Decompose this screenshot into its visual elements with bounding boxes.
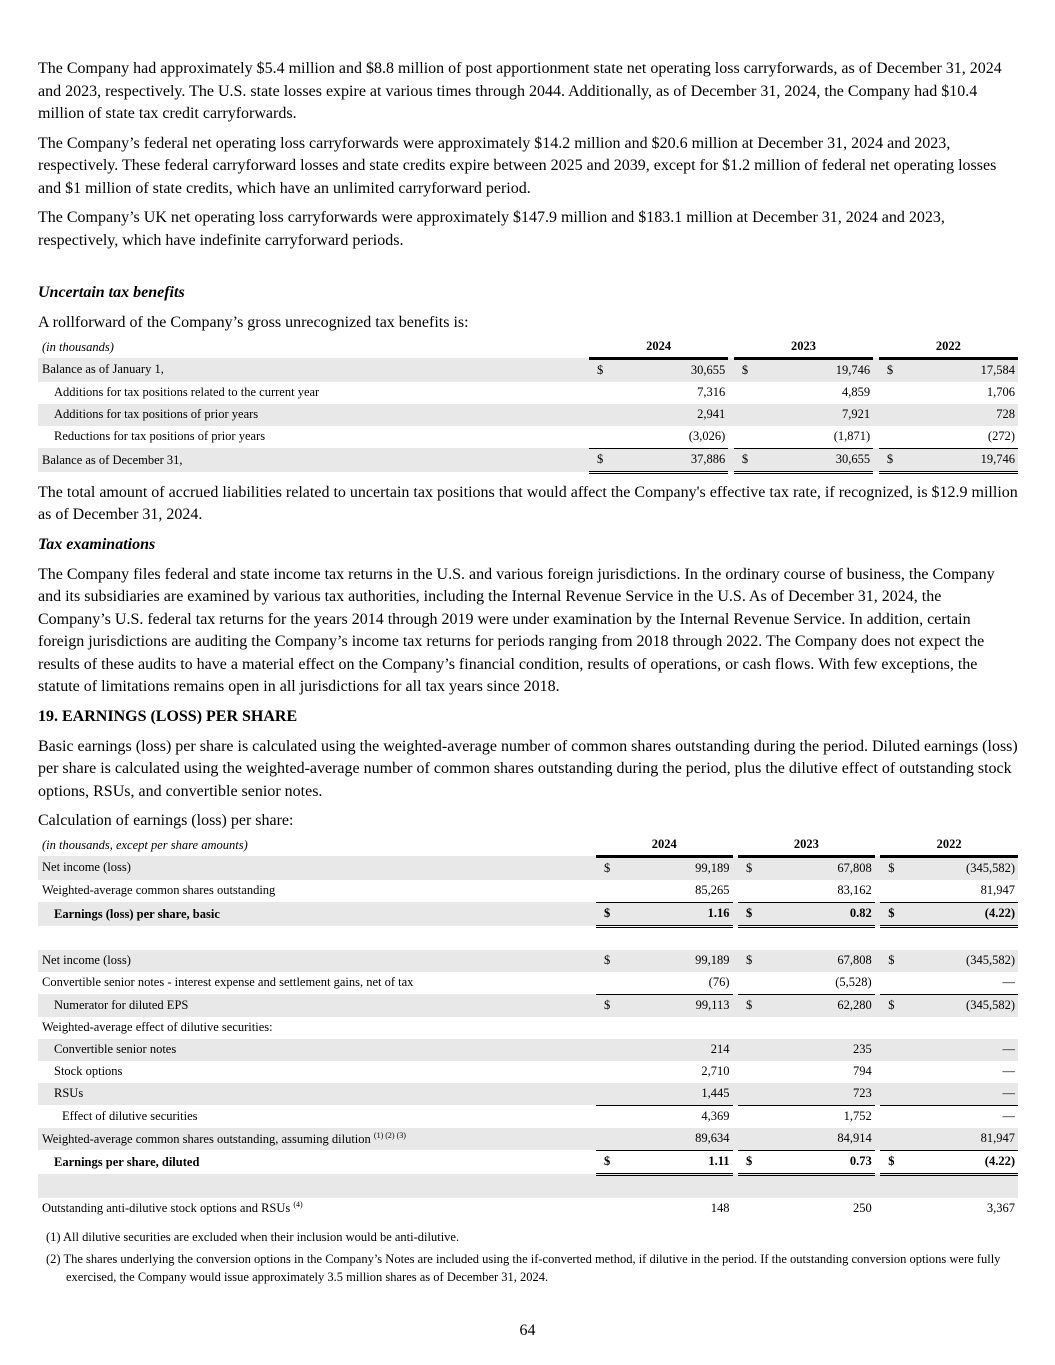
value-cell xyxy=(914,1174,1018,1198)
row-label-text: Weighted-average common shares outstanding, assuming dilution xyxy=(42,1131,371,1146)
units-label: (in thousands, except per share amounts) xyxy=(42,837,248,852)
table-row xyxy=(38,426,1018,449)
value-cell: 1.16 xyxy=(630,902,732,926)
currency-symbol xyxy=(738,926,772,950)
row-label xyxy=(38,1039,596,1061)
currency-symbol xyxy=(596,1061,630,1083)
currency-symbol: $ xyxy=(880,902,914,926)
row-label-text: Additions for tax positions related to the current year xyxy=(54,385,320,399)
currency-symbol xyxy=(596,1198,630,1220)
value-cell: 30,655 xyxy=(624,358,728,382)
currency-symbol: $ xyxy=(880,994,914,1017)
footnote-1: (1) All dilutive securities are excluded when their inclusion would be anti-dilutive. xyxy=(46,1229,460,1244)
row-label-text: Balance as of December 31, xyxy=(42,452,183,467)
row-label xyxy=(38,950,596,972)
value-cell: — xyxy=(914,1039,1018,1061)
currency-symbol xyxy=(596,1039,630,1061)
value-cell: (345,582) xyxy=(914,950,1018,972)
currency-symbol: $ xyxy=(738,950,772,972)
value-cell: 235 xyxy=(772,1039,874,1061)
table-row xyxy=(38,448,1018,472)
currency-symbol xyxy=(596,1105,630,1128)
row-label xyxy=(38,1083,596,1106)
value-cell: 83,162 xyxy=(772,880,874,903)
value-cell: — xyxy=(1002,1109,1015,1123)
row-label-text: Net income (loss) xyxy=(42,953,131,967)
table-row xyxy=(38,972,1018,995)
row-label xyxy=(38,358,589,382)
heading-tax-examinations: Tax examinations xyxy=(38,535,156,553)
row-label-text: Numerator for diluted EPS xyxy=(54,997,189,1012)
value-cell: (76) xyxy=(630,972,732,995)
value-cell: 2,941 xyxy=(624,404,728,426)
table-row xyxy=(38,856,1018,880)
utb-table xyxy=(38,337,1018,474)
currency-symbol: $ xyxy=(589,358,624,382)
eps-intro: Calculation of earnings (loss) per share: xyxy=(38,812,294,829)
row-label-text: Weighted-average effect of dilutive securities: xyxy=(42,1020,273,1034)
heading-eps: 19. EARNINGS (LOSS) PER SHARE xyxy=(38,707,298,725)
currency-symbol xyxy=(596,1128,630,1151)
row-label xyxy=(38,382,589,404)
value-cell: 1,445 xyxy=(630,1083,732,1106)
currency-symbol xyxy=(596,972,630,995)
currency-symbol xyxy=(879,404,914,426)
currency-symbol xyxy=(879,382,914,404)
currency-symbol xyxy=(596,926,630,950)
value-cell: 81,947 xyxy=(914,1128,1018,1151)
currency-symbol xyxy=(880,1198,914,1220)
value-cell: 1.11 xyxy=(630,1150,732,1174)
currency-symbol: $ xyxy=(879,448,914,472)
table-row xyxy=(38,1150,1018,1174)
table-row xyxy=(38,1039,1018,1061)
row-label-text: Balance as of January 1, xyxy=(42,362,164,377)
value-cell: 1,752 xyxy=(843,1109,872,1123)
value-cell: 99,113 xyxy=(630,994,732,1017)
currency-symbol: $ xyxy=(738,902,772,926)
table-row xyxy=(38,1061,1018,1083)
row-label xyxy=(38,1174,596,1198)
value-cell: 2,710 xyxy=(701,1064,730,1078)
value-cell xyxy=(772,926,874,950)
row-label xyxy=(38,926,596,950)
row-label xyxy=(38,1128,596,1151)
table-row xyxy=(38,880,1018,903)
row-label-text: Effect of dilutive securities xyxy=(62,1108,198,1123)
table-row xyxy=(38,1105,1018,1128)
eps-text: Basic earnings (loss) per share is calculated using the weighted-average number of common shares outstanding during the period. Diluted earnings (loss) per share is calculated using the weighted-average number of common shares outstanding during the period, plus the dilutive effect of outstanding stock options, RSUs, and convertible senior notes. xyxy=(38,737,1018,800)
currency-symbol xyxy=(738,880,772,903)
row-label-text: Additions for tax positions of prior years xyxy=(54,407,259,421)
value-cell: — xyxy=(914,972,1018,995)
currency-symbol xyxy=(880,880,914,903)
row-label-text: Earnings per share, diluted xyxy=(54,1154,200,1169)
value-cell: 0.82 xyxy=(772,902,874,926)
currency-symbol xyxy=(596,1083,630,1106)
value-cell: 99,189 xyxy=(630,950,732,972)
row-label xyxy=(38,1017,596,1039)
tax-exam-text: The Company files federal and state income tax returns in the U.S. and various foreign jurisdictions. In the ordinary course of business, the Company and its subsidiaries are examined by various tax authorities, including the Internal Revenue Service in the U.S. As of December 31, 2024, the Company’s U.S. federal tax returns for the years 2014 through 2019 were under examination by the Internal Revenue Service. In addition, certain foreign jurisdictions are auditing the Company’s income tax returns for periods ranging from 2018 through 2022. The Company does not expect the results of these audits to have a material effect on the Company’s financial condition, results of operations, or cash flows. With few exceptions, the statute of limitations remains open in all jurisdictions for all tax years since 2018. xyxy=(38,565,995,695)
row-label xyxy=(38,972,596,995)
table-row xyxy=(38,950,1018,972)
currency-symbol xyxy=(880,1061,914,1083)
currency-symbol xyxy=(738,1083,772,1106)
value-cell: (345,582) xyxy=(914,856,1018,880)
value-cell: (345,582) xyxy=(914,994,1018,1017)
value-cell: 250 xyxy=(852,1201,872,1215)
row-label-text: Convertible senior notes - interest expense and settlement gains, net of tax xyxy=(42,975,414,990)
value-cell: (3,026) xyxy=(624,426,728,449)
currency-symbol xyxy=(880,972,914,995)
value-cell: 67,808 xyxy=(772,950,874,972)
value-cell: 723 xyxy=(772,1083,874,1106)
page-number: 64 xyxy=(519,1322,536,1339)
table-header-row xyxy=(38,835,1018,857)
value-cell: 67,808 xyxy=(772,856,874,880)
currency-symbol xyxy=(880,1017,914,1039)
value-cell: 214 xyxy=(630,1039,732,1061)
value-cell: — xyxy=(914,1083,1018,1106)
value-cell: 7,921 xyxy=(769,404,873,426)
currency-symbol xyxy=(734,382,769,404)
currency-symbol: $ xyxy=(880,950,914,972)
currency-symbol xyxy=(880,1039,914,1061)
year-header: 2024 xyxy=(589,337,728,359)
currency-symbol xyxy=(738,1105,772,1128)
currency-symbol xyxy=(589,404,624,426)
table-row xyxy=(38,1128,1018,1151)
value-cell: 4,369 xyxy=(701,1109,730,1123)
currency-symbol xyxy=(734,404,769,426)
footnote-ref: (4) xyxy=(293,1200,303,1210)
currency-symbol xyxy=(734,426,769,449)
paragraph-uk-nol: The Company’s UK net operating loss carryforwards were approximately $147.9 million and $183.1 million at December 31, 2024 and 2023, respectively, which have indefinite carryforward periods. xyxy=(38,209,945,249)
value-cell: 0.73 xyxy=(772,1150,874,1174)
currency-symbol xyxy=(880,1105,914,1128)
currency-symbol xyxy=(596,1174,630,1198)
currency-symbol: $ xyxy=(596,1150,630,1174)
units-label: (in thousands) xyxy=(42,339,114,354)
value-cell xyxy=(772,1017,874,1039)
row-label-text: Earnings (loss) per share, basic xyxy=(54,906,220,921)
footnote-2: (2) The shares underlying the conversion options in the Company’s Notes are included using the if-converted method, if dilutive in the period. If the outstanding conversion options were fully exercised, the Company would issue approximately 3.5 million shares as of December 31, 2024. xyxy=(46,1251,1001,1284)
value-cell: 62,280 xyxy=(772,994,874,1017)
year-header: 2024 xyxy=(596,835,733,857)
currency-symbol: $ xyxy=(738,856,772,880)
currency-symbol xyxy=(596,1017,630,1039)
currency-symbol xyxy=(880,1083,914,1106)
table-row xyxy=(38,994,1018,1017)
year-header: 2023 xyxy=(734,337,873,359)
value-cell xyxy=(914,926,1018,950)
row-label xyxy=(38,994,596,1017)
value-cell: 19,746 xyxy=(769,358,873,382)
currency-symbol: $ xyxy=(738,1150,772,1174)
row-label xyxy=(38,1105,596,1128)
table-row xyxy=(38,1174,1018,1198)
value-cell: 85,265 xyxy=(630,880,732,903)
value-cell xyxy=(914,1017,1018,1039)
currency-symbol: $ xyxy=(589,448,624,472)
value-cell: 148 xyxy=(710,1201,730,1215)
utb-intro: A rollforward of the Company’s gross unrecognized tax benefits is: xyxy=(38,314,469,331)
value-cell: 81,947 xyxy=(914,880,1018,903)
heading-uncertain-tax-benefits: Uncertain tax benefits xyxy=(38,284,185,301)
table-row xyxy=(38,1198,1018,1220)
value-cell: 84,914 xyxy=(772,1128,874,1151)
value-cell: (272) xyxy=(914,426,1018,449)
row-label xyxy=(38,880,596,903)
value-cell xyxy=(630,926,732,950)
value-cell xyxy=(630,1174,732,1198)
row-label-text: Outstanding anti-dilutive stock options and RSUs xyxy=(42,1201,291,1216)
currency-symbol xyxy=(738,1017,772,1039)
table-row xyxy=(38,926,1018,950)
currency-symbol xyxy=(738,1061,772,1083)
currency-symbol xyxy=(738,972,772,995)
row-label xyxy=(38,404,589,426)
value-cell: 99,189 xyxy=(630,856,732,880)
currency-symbol: $ xyxy=(734,448,769,472)
row-label-text: Reductions for tax positions of prior years xyxy=(54,429,266,444)
currency-symbol: $ xyxy=(596,994,630,1017)
table-row xyxy=(38,1017,1018,1039)
value-cell: (1,871) xyxy=(769,426,873,449)
value-cell: 89,634 xyxy=(630,1128,732,1151)
currency-symbol xyxy=(738,1039,772,1061)
table-header-row xyxy=(38,337,1018,359)
currency-symbol xyxy=(589,426,624,449)
currency-symbol: $ xyxy=(734,358,769,382)
row-label xyxy=(38,1198,596,1220)
page-content xyxy=(38,58,1018,1290)
currency-symbol xyxy=(880,1128,914,1151)
table-row xyxy=(38,1083,1018,1106)
currency-symbol: $ xyxy=(596,950,630,972)
currency-symbol xyxy=(738,1128,772,1151)
value-cell: 3,367 xyxy=(986,1201,1015,1215)
value-cell: (5,528) xyxy=(772,972,874,995)
currency-symbol: $ xyxy=(879,358,914,382)
row-label-text: Stock options xyxy=(54,1064,123,1078)
value-cell xyxy=(772,1174,874,1198)
row-label xyxy=(38,856,596,880)
table-row xyxy=(38,404,1018,426)
value-cell xyxy=(630,1017,732,1039)
currency-symbol xyxy=(738,1198,772,1220)
currency-symbol: $ xyxy=(738,994,772,1017)
value-cell: 4,859 xyxy=(842,385,871,399)
row-label xyxy=(38,1061,596,1083)
currency-symbol xyxy=(596,880,630,903)
row-label xyxy=(38,448,589,472)
row-label-text: RSUs xyxy=(54,1086,84,1101)
value-cell: (4.22) xyxy=(914,902,1018,926)
table-row xyxy=(38,358,1018,382)
footnote-ref: (1) (2) (3) xyxy=(373,1130,406,1140)
row-label-text: Net income (loss) xyxy=(42,860,131,875)
value-cell: 37,886 xyxy=(624,448,728,472)
row-label-text: Convertible senior notes xyxy=(54,1042,177,1056)
currency-symbol xyxy=(589,382,624,404)
currency-symbol: $ xyxy=(596,856,630,880)
currency-symbol xyxy=(879,426,914,449)
row-label xyxy=(38,902,596,926)
currency-symbol xyxy=(880,1174,914,1198)
currency-symbol xyxy=(880,926,914,950)
value-cell: 19,746 xyxy=(914,448,1018,472)
paragraph-state-nol: The Company had approximately $5.4 million and $8.8 million of post apportionment state net operating loss carryforwards, as of December 31, 2024 and 2023, respectively. The U.S. state losses expire at various times through 2044. Additionally, as of December 31, 2024, the Company had $10.4 million of state tax credit carryforwards. xyxy=(38,60,1002,122)
currency-symbol: $ xyxy=(880,1150,914,1174)
value-cell: 17,584 xyxy=(914,358,1018,382)
table-row xyxy=(38,902,1018,926)
row-label-text: Weighted-average common shares outstanding xyxy=(42,883,276,898)
paragraph-federal-nol: The Company’s federal net operating loss carryforwards were approximately $14.2 million and $20.6 million at December 31, 2024 and 2023, respectively. These federal carryforward losses and state credits expire between 2025 and 2039, except for $1.2 million of federal net operating losses and $1 million of state credits, which have an unlimited carryforward period. xyxy=(38,134,997,197)
value-cell: 728 xyxy=(914,404,1018,426)
eps-table xyxy=(38,835,1018,1220)
year-header: 2022 xyxy=(880,835,1018,857)
row-label xyxy=(38,1150,596,1174)
value-cell: 794 xyxy=(852,1064,872,1078)
currency-symbol: $ xyxy=(596,902,630,926)
year-header: 2022 xyxy=(879,337,1018,359)
value-cell: 1,706 xyxy=(986,385,1015,399)
table-row xyxy=(38,382,1018,404)
currency-symbol xyxy=(738,1174,772,1198)
year-header: 2023 xyxy=(738,835,875,857)
value-cell: — xyxy=(1002,1064,1015,1078)
row-label xyxy=(38,426,589,449)
value-cell: 30,655 xyxy=(769,448,873,472)
value-cell: (4.22) xyxy=(914,1150,1018,1174)
utb-after-text: The total amount of accrued liabilities related to uncertain tax positions that would affect the Company's effective tax rate, if recognized, is $12.9 million as of December 31, 2024. xyxy=(38,483,1018,523)
currency-symbol: $ xyxy=(880,856,914,880)
value-cell: 7,316 xyxy=(697,385,726,399)
